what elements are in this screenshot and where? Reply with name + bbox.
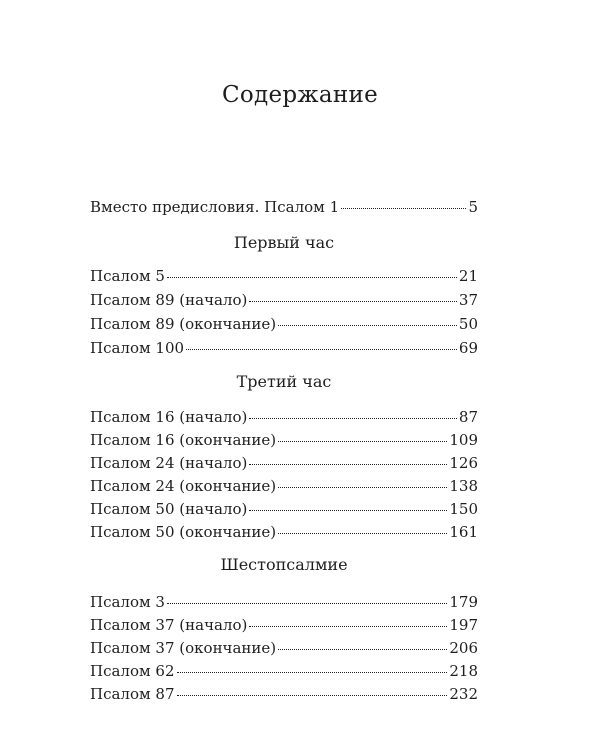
dot-leader: [278, 486, 447, 488]
toc-entry-label: Псалом 50 (начало): [90, 500, 248, 518]
toc-entry-page: 138: [449, 477, 478, 495]
toc-entry-page: 5: [468, 198, 478, 216]
toc-entry[interactable]: [90, 314, 478, 334]
dot-leader: [167, 276, 457, 278]
dot-leader: [249, 417, 457, 419]
toc-entry-page: 21: [458, 267, 478, 285]
toc-entry-label: Вместо предисловия. Псалом 1: [90, 198, 340, 216]
toc-entry[interactable]: [90, 476, 478, 496]
toc-entry-label: Псалом 50 (окончание): [90, 523, 277, 541]
toc-entry-intro[interactable]: [90, 197, 478, 217]
toc-entry-label: Псалом 100: [90, 339, 185, 357]
toc-entry[interactable]: [90, 430, 478, 450]
page-title: Содержание: [221, 82, 379, 108]
toc-entry-label: Псалом 62: [90, 662, 175, 680]
toc-entry-label: Псалом 87: [90, 685, 175, 703]
toc-entry[interactable]: [90, 266, 478, 286]
toc-entry-label: Псалом 89 (начало): [90, 291, 248, 309]
toc-entry-page: 69: [458, 339, 478, 357]
dot-leader: [278, 440, 447, 442]
toc-entry[interactable]: [90, 615, 478, 635]
toc-entry-page: 150: [449, 500, 478, 518]
dot-leader: [177, 694, 448, 696]
toc-entry-page: 161: [449, 523, 478, 541]
toc-entry-label: Псалом 5: [90, 267, 165, 285]
toc-entry-label: Псалом 16 (начало): [90, 408, 248, 426]
toc-entry-page: 50: [458, 315, 478, 333]
toc-entry-page: 126: [449, 454, 478, 472]
toc-entry-label: Псалом 37 (начало): [90, 616, 248, 634]
toc-entry[interactable]: [90, 592, 478, 612]
dot-leader: [278, 532, 447, 534]
dot-leader: [249, 463, 447, 465]
toc-entry-page: 179: [449, 593, 478, 611]
toc-entry[interactable]: [90, 499, 478, 519]
toc-entry-label: Псалом 24 (окончание): [90, 477, 277, 495]
dot-leader: [278, 648, 447, 650]
toc-entry[interactable]: [90, 522, 478, 542]
dot-leader: [186, 348, 457, 350]
toc-entry-page: 206: [449, 639, 478, 657]
toc-entry[interactable]: [90, 661, 478, 681]
toc-entry[interactable]: [90, 684, 478, 704]
toc-entry-page: 197: [449, 616, 478, 634]
toc-entry-label: Псалом 24 (начало): [90, 454, 248, 472]
section-heading-six-psalms: Шестопсалмие: [220, 555, 348, 574]
toc-entry[interactable]: [90, 338, 478, 358]
toc-entry-page: 109: [449, 431, 478, 449]
section-heading-third-hour: Третий час: [236, 372, 332, 391]
dot-leader: [177, 671, 448, 673]
section-heading-first-hour: Первый час: [233, 233, 335, 252]
dot-leader: [167, 602, 447, 604]
toc-entry-label: Псалом 16 (окончание): [90, 431, 277, 449]
dot-leader: [249, 300, 457, 302]
toc-entry[interactable]: [90, 290, 478, 310]
dot-leader: [249, 625, 447, 627]
toc-entry[interactable]: [90, 407, 478, 427]
toc-entry-label: Псалом 37 (окончание): [90, 639, 277, 657]
toc-entry-label: Псалом 3: [90, 593, 165, 611]
dot-leader: [278, 324, 457, 326]
toc-entry-page: 87: [458, 408, 478, 426]
toc-entry-label: Псалом 89 (окончание): [90, 315, 277, 333]
dot-leader: [341, 207, 466, 209]
toc-entry-page: 37: [458, 291, 478, 309]
toc-entry[interactable]: [90, 453, 478, 473]
toc-entry-page: 232: [449, 685, 478, 703]
dot-leader: [249, 509, 447, 511]
toc-entry[interactable]: [90, 638, 478, 658]
toc-entry-page: 218: [449, 662, 478, 680]
